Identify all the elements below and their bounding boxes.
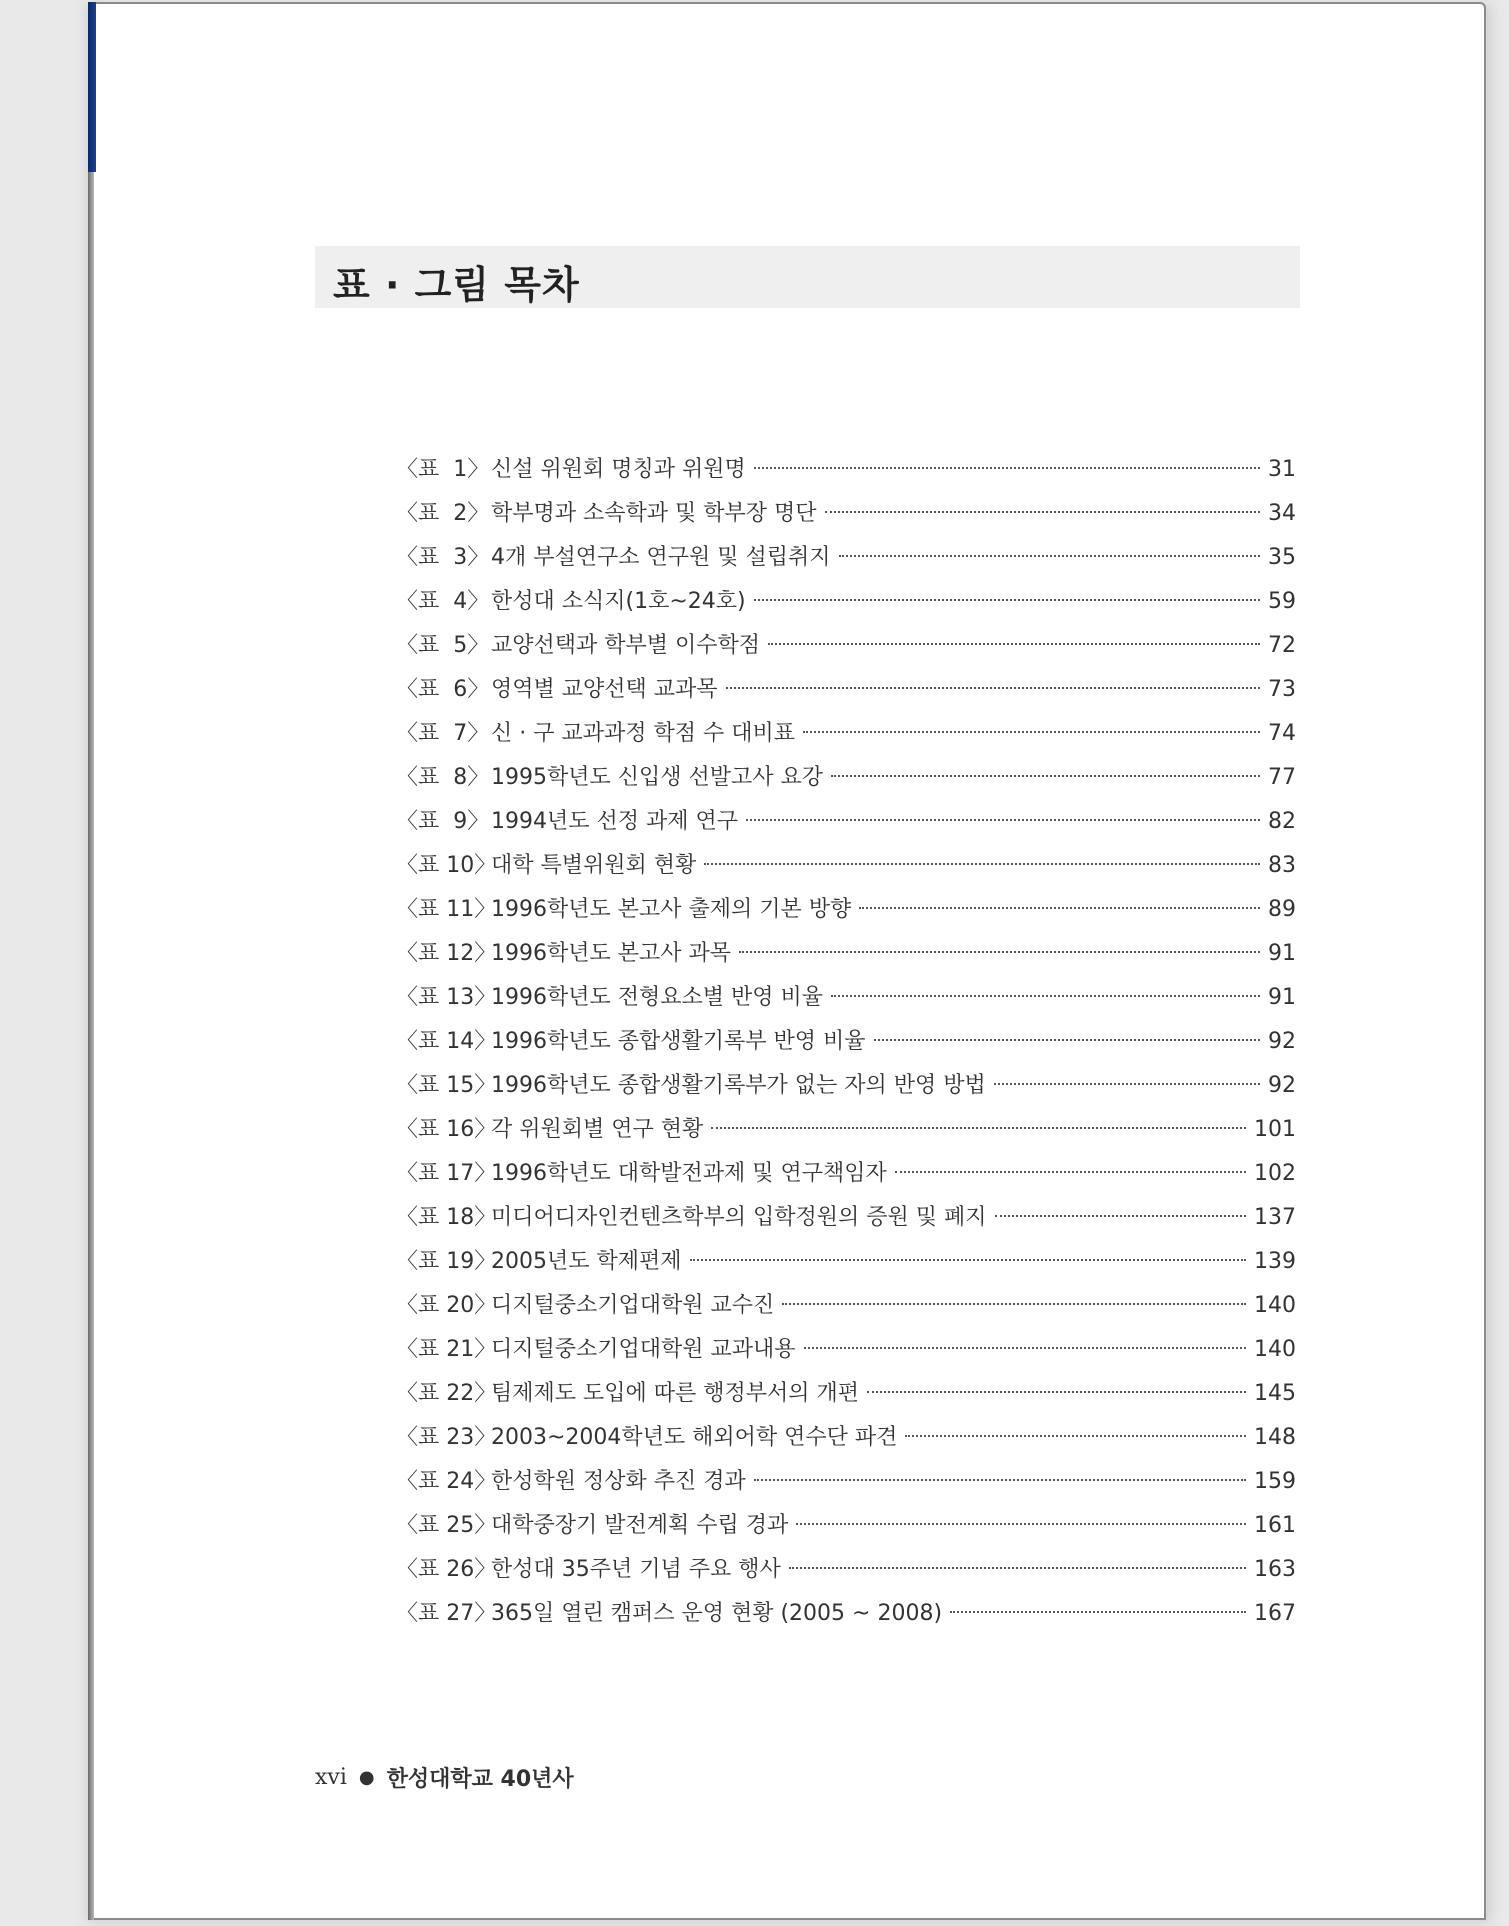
- toc-entry-page: 83: [1268, 853, 1296, 878]
- toc-entry-title: 교양선택과 학부별 이수학점: [491, 633, 761, 658]
- toc-entry-title: 1995학년도 신입생 선발고사 요강: [491, 765, 823, 790]
- toc-entry-page: 89: [1268, 897, 1296, 922]
- toc-entry-page: 137: [1254, 1205, 1296, 1230]
- book-title: 한성대학교 40년사: [386, 1767, 574, 1792]
- toc-entry-title: 한성대 소식지(1호~24호): [491, 589, 746, 614]
- dot-leader: [782, 1303, 1246, 1305]
- toc-entry-label: 〈표 17〉: [396, 1161, 497, 1186]
- dot-leader: [739, 951, 1260, 953]
- toc-entry[interactable]: [396, 804, 1296, 848]
- dot-leader: [711, 1127, 1246, 1129]
- toc-entry-title: 2005년도 학제편제: [491, 1249, 682, 1274]
- toc-entry-page: 140: [1254, 1337, 1296, 1362]
- bullet-icon: ●: [358, 1767, 375, 1788]
- toc-entry[interactable]: [396, 1596, 1296, 1640]
- dot-leader: [839, 555, 1261, 557]
- toc-entry-label: 〈표 24〉: [396, 1469, 497, 1494]
- toc-entry-label: 〈표 27〉: [396, 1601, 497, 1626]
- toc-entry[interactable]: [396, 1200, 1296, 1244]
- heading-bar: [315, 246, 1300, 308]
- toc-entry-page: 82: [1268, 809, 1296, 834]
- toc-entry[interactable]: [396, 1112, 1296, 1156]
- toc-entry-page: 92: [1268, 1073, 1296, 1098]
- toc-entry-label: 〈표 6〉: [396, 677, 490, 702]
- toc-entry-page: 59: [1268, 589, 1296, 614]
- toc-entry-title: 한성대 35주년 기념 주요 행사: [491, 1557, 781, 1582]
- dot-leader: [950, 1611, 1246, 1613]
- toc-entry-page: 92: [1268, 1029, 1296, 1054]
- toc-entry-title: 1994년도 선정 과제 연구: [491, 809, 738, 834]
- dot-leader: [754, 599, 1260, 601]
- page-title: 표 · 그림 목차: [333, 263, 580, 307]
- toc-entry[interactable]: [396, 980, 1296, 1024]
- dot-leader: [859, 907, 1260, 909]
- toc-entry[interactable]: [396, 760, 1296, 804]
- dot-leader: [746, 819, 1260, 821]
- toc-entry[interactable]: [396, 584, 1296, 628]
- book-spine-accent: [88, 2, 96, 172]
- dot-leader: [831, 775, 1260, 777]
- toc-entry-page: 145: [1254, 1381, 1296, 1406]
- toc-entry-label: 〈표 2〉: [396, 501, 490, 526]
- dot-leader: [905, 1435, 1246, 1437]
- toc-entry-page: 101: [1254, 1117, 1296, 1142]
- toc-entry[interactable]: [396, 1420, 1296, 1464]
- toc-entry-label: 〈표 21〉: [396, 1337, 497, 1362]
- dot-leader: [803, 731, 1260, 733]
- toc-entry-label: 〈표 20〉: [396, 1293, 497, 1318]
- dot-leader: [825, 511, 1260, 513]
- toc-entry[interactable]: [396, 540, 1296, 584]
- dot-leader: [789, 1567, 1246, 1569]
- toc-entry[interactable]: [396, 1464, 1296, 1508]
- toc-entry-page: 31: [1268, 457, 1296, 482]
- toc-entry-page: 148: [1254, 1425, 1296, 1450]
- dot-leader: [895, 1171, 1246, 1173]
- toc-entry-label: 〈표 13〉: [396, 985, 497, 1010]
- dot-leader: [867, 1391, 1246, 1393]
- toc-entry-page: 73: [1268, 677, 1296, 702]
- table-of-contents: [396, 452, 1296, 1640]
- page-footer: [315, 1762, 574, 1793]
- toc-entry-label: 〈표 4〉: [396, 589, 490, 614]
- toc-entry-label: 〈표 22〉: [396, 1381, 497, 1406]
- toc-entry[interactable]: [396, 1332, 1296, 1376]
- toc-entry[interactable]: [396, 452, 1296, 496]
- toc-entry[interactable]: [396, 1376, 1296, 1420]
- toc-entry-label: 〈표 5〉: [396, 633, 490, 658]
- toc-entry[interactable]: [396, 672, 1296, 716]
- dot-leader: [726, 687, 1260, 689]
- toc-entry-title: 1996학년도 대학발전과제 및 연구책임자: [491, 1161, 887, 1186]
- page-number: xvi: [315, 1765, 347, 1790]
- toc-entry-label: 〈표 25〉: [396, 1513, 497, 1538]
- toc-entry[interactable]: [396, 1156, 1296, 1200]
- toc-entry-title: 각 위원회별 연구 현황: [491, 1117, 704, 1142]
- dot-leader: [754, 1479, 1246, 1481]
- dot-leader: [994, 1083, 1260, 1085]
- toc-entry-label: 〈표 11〉: [396, 897, 497, 922]
- toc-entry-title: 신설 위원회 명칭과 위원명: [491, 457, 746, 482]
- toc-entry-title: 1996학년도 본고사 과목: [491, 941, 731, 966]
- toc-entry-label: 〈표 7〉: [396, 721, 490, 746]
- toc-entry-page: 91: [1268, 941, 1296, 966]
- toc-entry-label: 〈표 19〉: [396, 1249, 497, 1274]
- toc-entry-page: 159: [1254, 1469, 1296, 1494]
- toc-entry-page: 74: [1268, 721, 1296, 746]
- toc-entry-page: 139: [1254, 1249, 1296, 1274]
- toc-entry-title: 신 · 구 교과과정 학점 수 대비표: [491, 721, 795, 746]
- toc-entry-title: 2003~2004학년도 해외어학 연수단 파견: [491, 1425, 898, 1450]
- toc-entry-label: 〈표 18〉: [396, 1205, 497, 1230]
- toc-entry-label: 〈표 26〉: [396, 1557, 497, 1582]
- toc-entry-title: 미디어디자인컨텐츠학부의 입학정원의 증원 및 폐지: [491, 1205, 987, 1230]
- toc-entry[interactable]: [396, 892, 1296, 936]
- toc-entry[interactable]: [396, 1024, 1296, 1068]
- dot-leader: [704, 863, 1260, 865]
- dot-leader: [804, 1347, 1246, 1349]
- toc-entry-page: 167: [1254, 1601, 1296, 1626]
- toc-entry-title: 1996학년도 종합생활기록부가 없는 자의 반영 방법: [491, 1073, 986, 1098]
- toc-entry-title: 디지털중소기업대학원 교수진: [491, 1293, 775, 1318]
- toc-entry-label: 〈표 23〉: [396, 1425, 497, 1450]
- toc-entry-page: 72: [1268, 633, 1296, 658]
- toc-entry-title: 4개 부설연구소 연구원 및 설립취지: [491, 545, 831, 570]
- toc-entry-title: 1996학년도 종합생활기록부 반영 비율: [491, 1029, 866, 1054]
- toc-entry-label: 〈표 15〉: [396, 1073, 497, 1098]
- toc-entry-label: 〈표 3〉: [396, 545, 490, 570]
- toc-entry-title: 디지털중소기업대학원 교과내용: [491, 1337, 796, 1362]
- toc-entry-label: 〈표 10〉: [396, 853, 497, 878]
- toc-entry-title: 365일 열린 캠퍼스 운영 현황 (2005 ~ 2008): [491, 1601, 943, 1626]
- toc-entry[interactable]: [396, 1244, 1296, 1288]
- toc-entry-label: 〈표 12〉: [396, 941, 497, 966]
- toc-entry-title: 영역별 교양선택 교과목: [491, 677, 718, 702]
- toc-entry-title: 팀제제도 도입에 따른 행정부서의 개편: [491, 1381, 860, 1406]
- toc-entry[interactable]: [396, 628, 1296, 672]
- toc-entry-page: 161: [1254, 1513, 1296, 1538]
- toc-entry-title: 1996학년도 본고사 출제의 기본 방향: [491, 897, 852, 922]
- toc-entry[interactable]: [396, 1068, 1296, 1112]
- toc-entry-title: 1996학년도 전형요소별 반영 비율: [491, 985, 823, 1010]
- toc-entry[interactable]: [396, 716, 1296, 760]
- toc-entry[interactable]: [396, 1508, 1296, 1552]
- toc-entry-label: 〈표 1〉: [396, 457, 490, 482]
- dot-leader: [796, 1523, 1246, 1525]
- toc-entry-title: 대학중장기 발전계획 수립 경과: [491, 1513, 789, 1538]
- toc-entry-title: 학부명과 소속학과 및 학부장 명단: [491, 501, 817, 526]
- book-spine-edge: [88, 172, 94, 1920]
- toc-entry[interactable]: [396, 1288, 1296, 1332]
- dot-leader: [768, 643, 1260, 645]
- dot-leader: [690, 1259, 1247, 1261]
- dot-leader: [754, 467, 1260, 469]
- toc-entry-title: 대학 특별위원회 현황: [491, 853, 697, 878]
- toc-entry-label: 〈표 9〉: [396, 809, 490, 834]
- toc-entry[interactable]: [396, 848, 1296, 892]
- toc-entry-page: 35: [1268, 545, 1296, 570]
- toc-entry-page: 91: [1268, 985, 1296, 1010]
- toc-entry-title: 한성학원 정상화 추진 경과: [491, 1469, 746, 1494]
- toc-entry-page: 77: [1268, 765, 1296, 790]
- toc-entry-page: 102: [1254, 1161, 1296, 1186]
- toc-entry[interactable]: [396, 1552, 1296, 1596]
- toc-entry-page: 34: [1268, 501, 1296, 526]
- toc-entry-label: 〈표 16〉: [396, 1117, 497, 1142]
- dot-leader: [831, 995, 1260, 997]
- toc-entry[interactable]: [396, 496, 1296, 540]
- toc-entry-label: 〈표 14〉: [396, 1029, 497, 1054]
- dot-leader: [995, 1215, 1246, 1217]
- toc-entry-label: 〈표 8〉: [396, 765, 490, 790]
- toc-entry-page: 140: [1254, 1293, 1296, 1318]
- toc-entry-page: 163: [1254, 1557, 1296, 1582]
- toc-entry[interactable]: [396, 936, 1296, 980]
- dot-leader: [874, 1039, 1261, 1041]
